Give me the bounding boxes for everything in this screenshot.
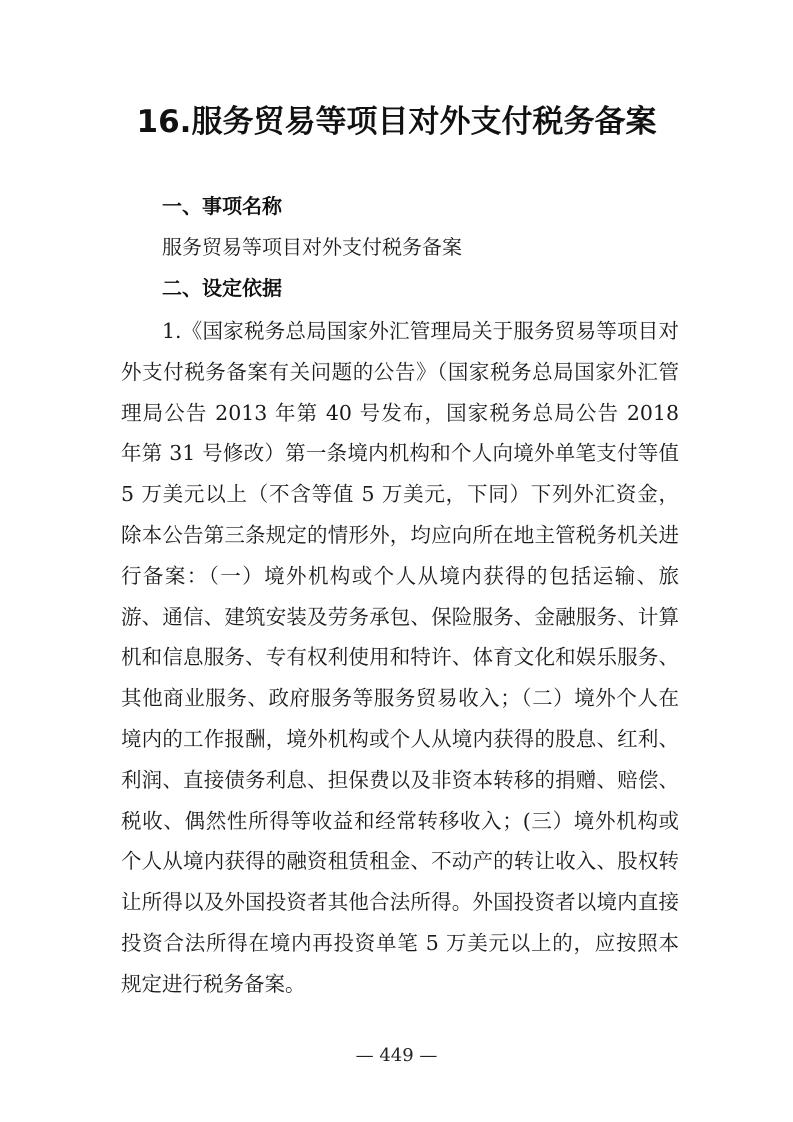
page-number: — 449 — xyxy=(355,1045,438,1066)
page-title: 16.服务贸易等项目对外支付税务备案 xyxy=(136,104,657,140)
section-heading-legal-basis: 二、设定依据 xyxy=(162,276,282,300)
legal-basis-paragraph: 1.《国家税务总局国家外汇管理局关于服务贸易等项目对外支付税务备案有关问题的公告》（国家税务总局国家外汇管理局公告 2013 年第 40 号发布，国家税务总局公告 2018 年第 31 号修改）第一条境内机构和个人向境外单笔支付等值 5 万美元以上（不含等值 5 万美元，下同）下列外汇资金，除本公告第三条规定的情形外，均应向所在地主管税务机关进行备案：（一）境外机构或个人从境内获得的包括运输、旅游、通信、建筑安装及劳务承包、保险服务、金融服务、计算机和信息服务、专有权利使用和特许、体育文化和娱乐服务、其他商业服务、政府服务等服务贸易收入；（二）境外个人在境内的工作报酬，境外机构或个人从境内获得的股息、红利、利润、直接债务利息、担保费以及非资本转移的捐赠、赔偿、税收、偶然性所得等收益和经常转移收入；(三）境外机构或个人从境内获得的融资租赁租金、不动产的转让收入、股权转让所得以及外国投资者其他合法所得。外国投资者以境内直接投资合法所得在境内再投资单笔 5 万美元以上的，应按照本规定进行税务备案。 xyxy=(121,319,679,996)
section-heading-item-name: 一、事项名称 xyxy=(162,194,282,218)
item-name-text: 服务贸易等项目对外支付税务备案 xyxy=(162,235,462,259)
